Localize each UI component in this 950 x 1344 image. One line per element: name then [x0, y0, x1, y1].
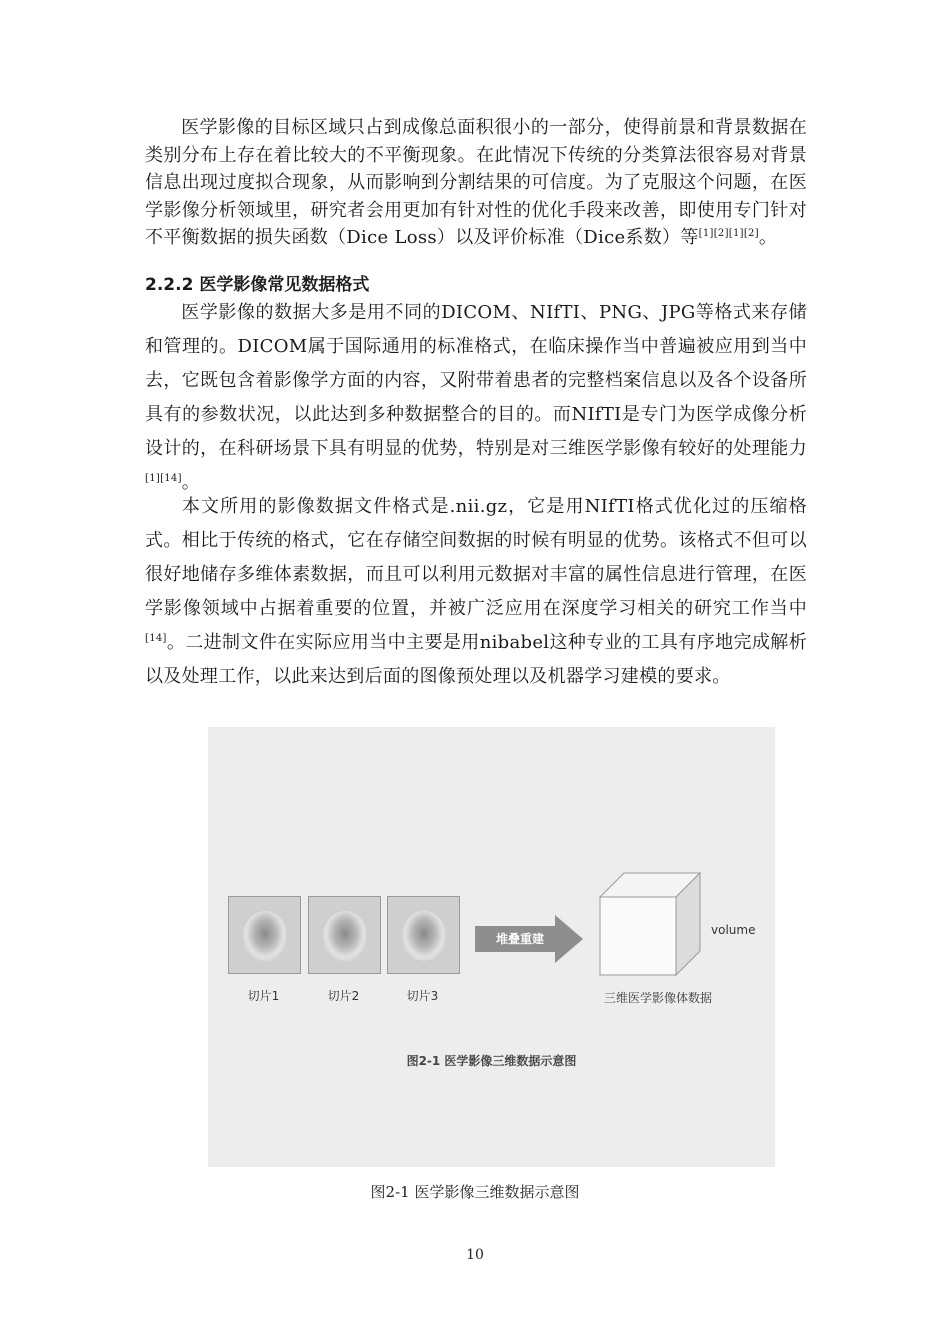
- arrow-label: 堆叠重建: [495, 932, 544, 946]
- paragraph-tail: 。: [181, 472, 201, 493]
- slice-label: 切片2: [327, 989, 360, 1003]
- paragraph-tail: 。: [758, 227, 778, 248]
- slice-image-1: [228, 896, 301, 974]
- cube-label: 三维医学影像体数据: [603, 991, 712, 1005]
- paragraph-tail: 。二进制文件在实际应用当中主要是用nibabel这种专业的工具有序地完成解析以及处理工作，以此来达到后面的图像预处理以及机器学习建模的要求。: [145, 632, 807, 687]
- figure-3d-data: [208, 727, 775, 1167]
- paragraph-data-formats: [145, 296, 807, 500]
- page-number: 10: [466, 1247, 484, 1263]
- section-heading: 2.2.2 医学影像常见数据格式: [145, 275, 370, 295]
- citation: [1][2][1][2]: [698, 228, 759, 239]
- cube-icon: [596, 869, 706, 979]
- slice-image-3: [387, 896, 460, 974]
- paragraph-nii-gz: [145, 490, 807, 694]
- citation: [1][14]: [145, 473, 182, 484]
- paragraph-text: 医学影像的数据大多是用不同的DICOM、NIfTI、PNG、JPG等格式来存储和管理的。DICOM属于国际通用的标准格式，在临床操作当中普遍被应用到当中去，它既包含着影像学方面的内容，又附带着患者的完整档案信息以及各个设备所具有的参数状况，以此达到多种数据整合的目的。而NIfTI是专门为医学成像分析设计的，在科研场景下具有明显的优势，特别是对三维医学影像有较好的处理能力: [145, 302, 807, 459]
- citation: [14]: [145, 633, 167, 644]
- paragraph-text: 本文所用的影像数据文件格式是.nii.gz，它是用NIfTI格式优化过的压缩格式。相比于传统的格式，它在存储空间数据的时候有明显的优势。该格式不但可以很好地储存多维体素数据，而且可以利用元数据对丰富的属性信息进行管理，在医学影像领域中占据着重要的位置，并被广泛应用在深度学习相关的研究工作当中: [145, 496, 807, 619]
- volume-label: volume: [711, 923, 756, 937]
- slice-image-2: [308, 896, 381, 974]
- slice-label: 切片1: [247, 989, 280, 1003]
- figure-caption: 图2-1 医学影像三维数据示意图: [370, 1183, 580, 1201]
- slice-label: 切片3: [406, 989, 439, 1003]
- figure-inner-caption: 图2-1 医学影像三维数据示意图: [406, 1054, 577, 1068]
- paragraph-text: 医学影像的目标区域只占到成像总面积很小的一部分，使得前景和背景数据在类别分布上存在着比较大的不平衡现象。在此情况下传统的分类算法很容易对背景信息出现过度拟合现象，从而影响到分割结果的可信度。为了克服这个问题，在医学影像分析领域里，研究者会用更加有针对性的优化手段来改善，即使用专门针对不平衡数据的损失函数（Dice Loss）以及评价标准（Dice系数）等: [145, 117, 807, 248]
- paragraph-class-imbalance: [145, 114, 807, 252]
